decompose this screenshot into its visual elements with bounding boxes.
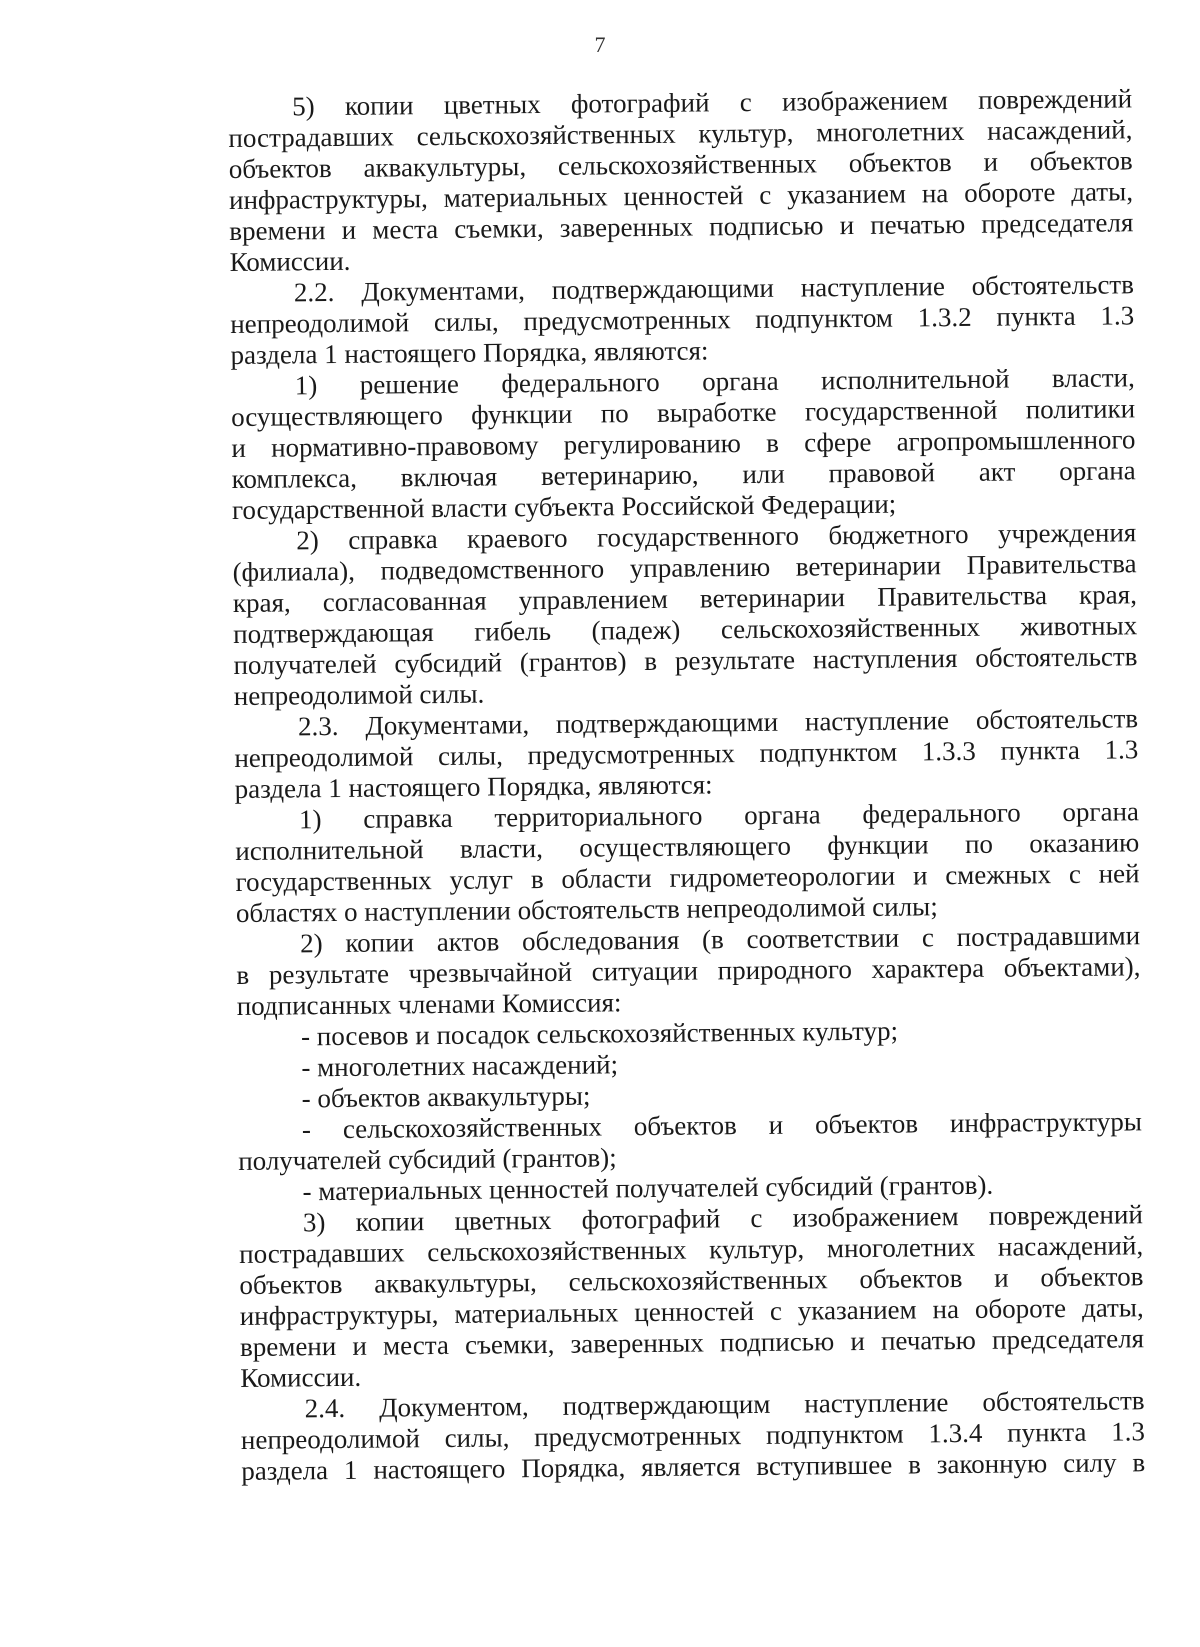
text-line: объектов аквакультуры, сельскохозяйственных объектов и объектов: [228, 145, 1133, 184]
text-line: государственной власти субъекта Российской Федерации;: [231, 488, 897, 525]
text-line: - объектов аквакультуры;: [301, 1080, 591, 1114]
text-line: 2) копии актов обследования (в соответствии с пострадавшими: [300, 920, 1141, 959]
text-line: раздела 1 настоящего Порядка, являются:: [234, 769, 713, 804]
text-line: раздела 1 настоящего Порядка, является вступившее в законную силу в: [241, 1447, 1146, 1486]
text-line: государственных услуг в области гидрометеорологии и смежных с ней: [235, 858, 1140, 897]
text-line: и нормативно-правовому регулированию в сфере агропромышленного: [231, 424, 1136, 463]
text-line: пострадавших сельскохозяйственных культур, многолетних насаждений,: [228, 114, 1133, 153]
text-line: объектов аквакультуры, сельскохозяйственных объектов и объектов: [239, 1261, 1144, 1300]
text-line: - посевов и посадок сельскохозяйственных культур;: [300, 1015, 899, 1052]
text-line: - сельскохозяйственных объектов и объектов инфраструктуры: [301, 1106, 1143, 1145]
text-line: Комиссии.: [240, 1361, 362, 1393]
text-line: непреодолимой силы, предусмотренных подпунктом 1.3.3 пункта 1.3: [234, 734, 1139, 773]
document-body: [228, 83, 1145, 1487]
text-line: пострадавших сельскохозяйственных культур, многолетних насаждений,: [239, 1230, 1144, 1269]
text-line: 1) решение федерального органа исполнительной власти,: [294, 362, 1135, 401]
text-line: осуществляющего функции по выработке государственной политики: [230, 393, 1136, 432]
text-line: инфраструктуры, материальных ценностей с указанием на обороте даты,: [228, 176, 1134, 215]
text-line: 2.4. Документом, подтверждающим наступление обстоятельств: [304, 1385, 1145, 1424]
text-line: непреодолимой силы, предусмотренных подпунктом 1.3.2 пункта 1.3: [230, 300, 1135, 339]
text-line: Комиссии.: [229, 245, 351, 277]
text-line: 1) справка территориального органа федерального органа: [298, 796, 1140, 835]
text-line: раздела 1 настоящего Порядка, являются:: [230, 335, 709, 370]
text-line: непреодолимой силы.: [233, 678, 485, 711]
text-line: областях о наступлении обстоятельств непреодолимой силы;: [235, 891, 938, 928]
text-line: исполнительной власти, осуществляющего функции по оказанию: [235, 827, 1140, 866]
text-line: края, согласованная управлением ветеринарии Правительства края,: [232, 579, 1138, 618]
text-line: получателей субсидий (грантов) в результате наступления обстоятельств: [233, 641, 1138, 680]
text-line: 2) справка краевого государственного бюджетного учреждения: [296, 517, 1137, 556]
text-line: получателей субсидий (грантов);: [238, 1142, 617, 1176]
text-line: времени и места съемки, заверенных подписью и печатью председателя: [239, 1323, 1145, 1362]
text-line: комплекса, включая ветеринарию, или правовой акт органа: [231, 455, 1136, 494]
text-line: непреодолимой силы, предусмотренных подпунктом 1.3.4 пункта 1.3: [240, 1416, 1146, 1455]
text-line: времени и места съемки, заверенных подписью и печатью председателя: [229, 207, 1134, 246]
text-line: в результате чрезвычайной ситуации природного характера объектами),: [236, 951, 1141, 990]
text-line: (филиала), подведомственного управлению ветеринарии Правительства: [232, 548, 1137, 587]
text-line: 2.2. Документами, подтверждающими наступление обстоятельств: [293, 269, 1135, 308]
text-line: 2.3. Документами, подтверждающими наступление обстоятельств: [297, 703, 1139, 742]
text-line: 5) копии цветных фотографий с изображением повреждений: [291, 83, 1133, 122]
text-line: - материальных ценностей получателей субсидий (грантов).: [302, 1169, 994, 1207]
text-line: - многолетних насаждений;: [301, 1049, 619, 1083]
text-line: инфраструктуры, материальных ценностей с указанием на обороте даты,: [239, 1292, 1144, 1331]
text-line: подписанных членами Комиссия:: [236, 987, 622, 1021]
text-line: подтверждающая гибель (падеж) сельскохозяйственных животных: [233, 610, 1138, 649]
text-line: 3) копии цветных фотографий с изображением повреждений: [302, 1199, 1143, 1238]
page-number: 7: [594, 32, 606, 57]
